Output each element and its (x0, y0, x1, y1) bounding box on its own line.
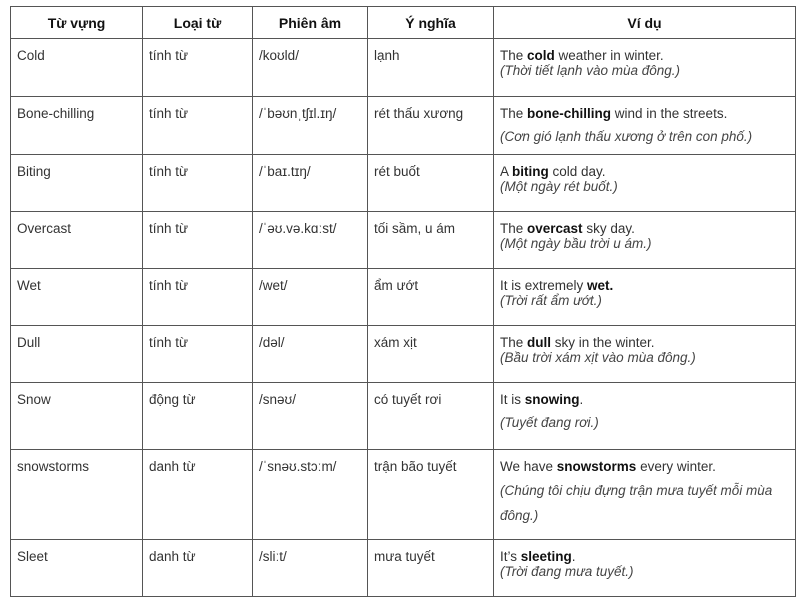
cell-type: danh từ (143, 540, 253, 597)
cell-meaning: có tuyết rơi (368, 383, 494, 450)
example-en: The bone-chilling wind in the streets. (500, 106, 728, 121)
header-type: Loại từ (143, 7, 253, 39)
table-row (11, 212, 796, 269)
example-en: A biting cold day. (500, 164, 606, 179)
example-keyword: cold (527, 48, 555, 63)
cell-example (494, 212, 796, 269)
example-en: It is extremely wet. (500, 278, 614, 293)
header-phonetic: Phiên âm (253, 7, 368, 39)
cell-phonetic: /wet/ (253, 269, 368, 326)
cell-word: Biting (11, 155, 143, 212)
example-vi: (Trời đang mưa tuyết.) (500, 564, 634, 579)
example-vi: (Cơn gió lạnh thấu xương ở trên con phố.) (500, 129, 753, 144)
cell-word: Overcast (11, 212, 143, 269)
cell-example (494, 155, 796, 212)
example-en: It’s sleeting. (500, 549, 576, 564)
cell-example (494, 39, 796, 97)
table-row (11, 155, 796, 212)
header-example: Ví dụ (494, 7, 796, 39)
cell-type: động từ (143, 383, 253, 450)
table-row (11, 326, 796, 383)
example-en: The cold weather in winter. (500, 48, 664, 63)
header-word: Từ vựng (11, 7, 143, 39)
cell-phonetic: /koʊld/ (253, 39, 368, 97)
cell-type: tính từ (143, 155, 253, 212)
cell-meaning: trận bão tuyết (368, 450, 494, 540)
table-row (11, 540, 796, 597)
cell-word: Bone-chilling (11, 97, 143, 155)
example-keyword: overcast (527, 221, 583, 236)
cell-example (494, 383, 796, 450)
cell-phonetic: /snəʊ/ (253, 383, 368, 450)
table-row (11, 383, 796, 450)
example-vi: (Tuyết đang rơi.) (500, 415, 599, 430)
example-keyword: snowstorms (556, 459, 637, 474)
table-row (11, 39, 796, 97)
cell-word: Snow (11, 383, 143, 450)
cell-type: tính từ (143, 39, 253, 97)
vocabulary-table (10, 6, 796, 597)
cell-type: tính từ (143, 212, 253, 269)
cell-meaning: lạnh (368, 39, 494, 97)
cell-phonetic: /sliːt/ (253, 540, 368, 597)
cell-word: Sleet (11, 540, 143, 597)
table-row (11, 97, 796, 155)
cell-word: Cold (11, 39, 143, 97)
example-vi: (Một ngày rét buốt.) (500, 179, 618, 194)
cell-phonetic: /ˈbəʊnˌtʃɪl.ɪŋ/ (253, 97, 368, 155)
cell-meaning: rét buốt (368, 155, 494, 212)
cell-type: tính từ (143, 326, 253, 383)
cell-word: snowstorms (11, 450, 143, 540)
cell-phonetic: /ˈbaɪ.tɪŋ/ (253, 155, 368, 212)
example-keyword: wet. (587, 278, 614, 293)
cell-meaning: mưa tuyết (368, 540, 494, 597)
example-en: The dull sky in the winter. (500, 335, 655, 350)
cell-phonetic: /ˈsnəʊ.stɔːm/ (253, 450, 368, 540)
header-meaning: Ý nghĩa (368, 7, 494, 39)
table-row (11, 450, 796, 540)
cell-type: danh từ (143, 450, 253, 540)
example-keyword: bone-chilling (527, 106, 612, 121)
cell-meaning: tối sầm, u ám (368, 212, 494, 269)
cell-meaning: xám xịt (368, 326, 494, 383)
example-vi: (Thời tiết lạnh vào mùa đông.) (500, 63, 681, 78)
example-en: We have snowstorms every winter. (500, 459, 716, 474)
example-keyword: sleeting (520, 549, 572, 564)
example-keyword: snowing (524, 392, 580, 407)
cell-word: Wet (11, 269, 143, 326)
cell-phonetic: /ˈəʊ.və.kɑːst/ (253, 212, 368, 269)
cell-type: tính từ (143, 269, 253, 326)
cell-example (494, 540, 796, 597)
example-keyword: dull (527, 335, 552, 350)
header-row (11, 7, 796, 39)
cell-type: tính từ (143, 97, 253, 155)
cell-example (494, 326, 796, 383)
example-en: It is snowing. (500, 392, 584, 407)
example-vi: (Một ngày bầu trời u ám.) (500, 236, 652, 251)
cell-example (494, 269, 796, 326)
example-en: The overcast sky day. (500, 221, 635, 236)
table-row (11, 269, 796, 326)
example-vi: (Chúng tôi chịu đựng trận mưa tuyết mỗi mùa đông.) (500, 483, 773, 523)
cell-example (494, 450, 796, 540)
example-vi: (Bầu trời xám xịt vào mùa đông.) (500, 350, 696, 365)
cell-word: Dull (11, 326, 143, 383)
cell-phonetic: /dəl/ (253, 326, 368, 383)
cell-example (494, 97, 796, 155)
example-keyword: biting (512, 164, 549, 179)
cell-meaning: rét thấu xương (368, 97, 494, 155)
example-vi: (Trời rất ẩm ướt.) (500, 293, 602, 308)
cell-meaning: ẩm ướt (368, 269, 494, 326)
